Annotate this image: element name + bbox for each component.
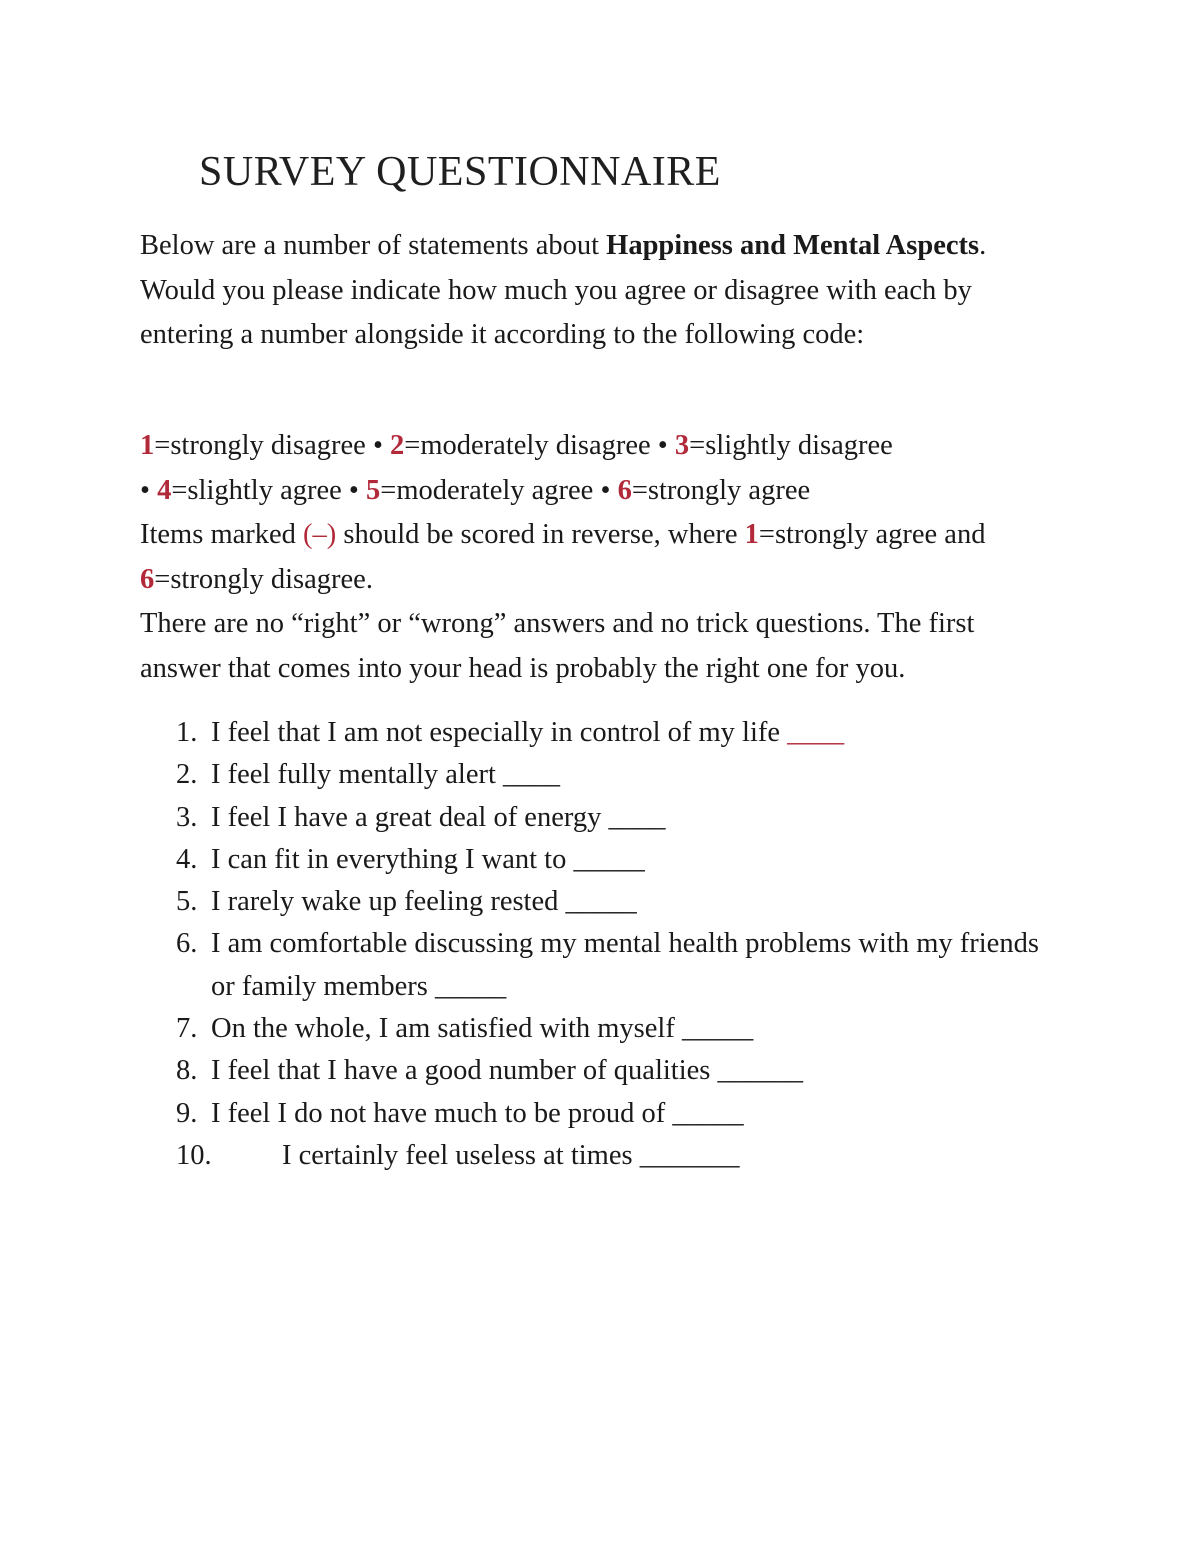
reverse-text-a: Items marked	[140, 519, 304, 550]
reverse-num-1: 1	[744, 519, 759, 550]
intro-text-1: Below are a number of statements about	[140, 230, 607, 261]
question-item-5: 5. I rarely wake up feeling rested _____	[176, 886, 637, 918]
scale-text-4: =slightly agree •	[171, 474, 366, 506]
reverse-text-d: =strongly disagree.	[154, 563, 373, 595]
scale-text-5: =moderately agree •	[380, 474, 618, 506]
answer-blank[interactable]: _____	[573, 843, 645, 875]
question-item-2: 2. I feel fully mentally alert ____	[176, 759, 560, 791]
answer-blank[interactable]: _____	[434, 970, 507, 1002]
reverse-text-c: =strongly agree and	[758, 519, 986, 550]
answer-note: There are no “right” or “wrong” answers and no trick questions. The first answer that comes into your head is probably the right one for you.	[140, 608, 975, 684]
scale-text-3: =slightly disagree	[689, 430, 893, 461]
scale-num-5: 5	[366, 474, 381, 506]
rating-scale	[140, 424, 1040, 691]
page-title: SURVEY QUESTIONNAIRE	[199, 149, 721, 195]
scale-num-4: 4	[157, 474, 172, 506]
answer-blank[interactable]: _____	[672, 1097, 744, 1129]
scale-line-2	[140, 469, 1040, 514]
scale-num-6: 6	[617, 474, 632, 506]
scale-bullet: •	[140, 474, 158, 506]
scale-num-3: 3	[674, 430, 690, 461]
question-item-7: 7. On the whole, I am satisfied with myself _____	[176, 1013, 754, 1045]
question-text: I rarely wake up feeling rested	[211, 886, 566, 918]
question-text: I feel I do not have much to be proud of	[211, 1097, 673, 1129]
answer-blank[interactable]: _______	[639, 1139, 740, 1171]
answer-blank[interactable]: ____	[503, 759, 560, 791]
question-text: I feel that I am not especially in control of my life	[211, 717, 788, 748]
reverse-text-b: should be scored in reverse, where	[336, 519, 745, 550]
scale-text-1: =strongly disagree •	[154, 430, 391, 461]
scale-num-1: 1	[140, 430, 155, 461]
question-text: On the whole, I am satisfied with myself	[211, 1013, 682, 1045]
question-text: I feel I have a great deal of energy	[211, 801, 609, 833]
question-item-8: 8. I feel that I have a good number of qualities ______	[176, 1055, 803, 1087]
question-text: I can fit in everything I want to	[211, 843, 574, 875]
question-list	[140, 712, 1060, 1177]
question-item-9: 9. I feel I do not have much to be proud of _____	[176, 1097, 744, 1129]
reverse-num-6: 6	[140, 563, 155, 595]
scale-num-2: 2	[390, 430, 405, 461]
scale-line-1	[140, 424, 1040, 469]
question-text: I feel that I have a good number of qualities	[211, 1055, 718, 1087]
question-text: I certainly feel useless at times	[282, 1139, 640, 1171]
intro-text-2: . Would you please indicate how much you agree or disagree with each by entering a number alongside it according to the following code:	[140, 230, 987, 350]
question-text: I feel fully mentally alert	[211, 759, 503, 791]
reverse-mark: (–)	[303, 519, 337, 550]
question-text: I am comfortable discussing my mental health problems with my friends or family members	[211, 928, 1039, 1002]
intro-bold-topic: Happiness and Mental Aspects	[606, 230, 980, 261]
question-item-10: 10. I certainly feel useless at times _______	[176, 1139, 740, 1171]
answer-blank[interactable]: _____	[565, 886, 637, 918]
answer-blank[interactable]: _____	[681, 1013, 754, 1045]
answer-blank[interactable]: ____	[608, 801, 666, 833]
scale-text-6: =strongly agree	[631, 474, 811, 506]
intro-paragraph	[140, 224, 1040, 358]
answer-blank[interactable]: ____	[787, 717, 845, 748]
question-item-4: 4. I can fit in everything I want to _____	[176, 843, 645, 875]
reverse-scoring-note	[140, 513, 1040, 602]
question-item-3: 3. I feel I have a great deal of energy ____	[176, 801, 666, 833]
question-item-6: 6. I am comfortable discussing my mental health problems with my friends or family members _____	[176, 928, 1039, 1002]
scale-text-2: =moderately disagree •	[404, 430, 675, 461]
question-item-1: 1. I feel that I am not especially in control of my life ____	[176, 717, 845, 748]
answer-blank[interactable]: ______	[717, 1055, 803, 1087]
